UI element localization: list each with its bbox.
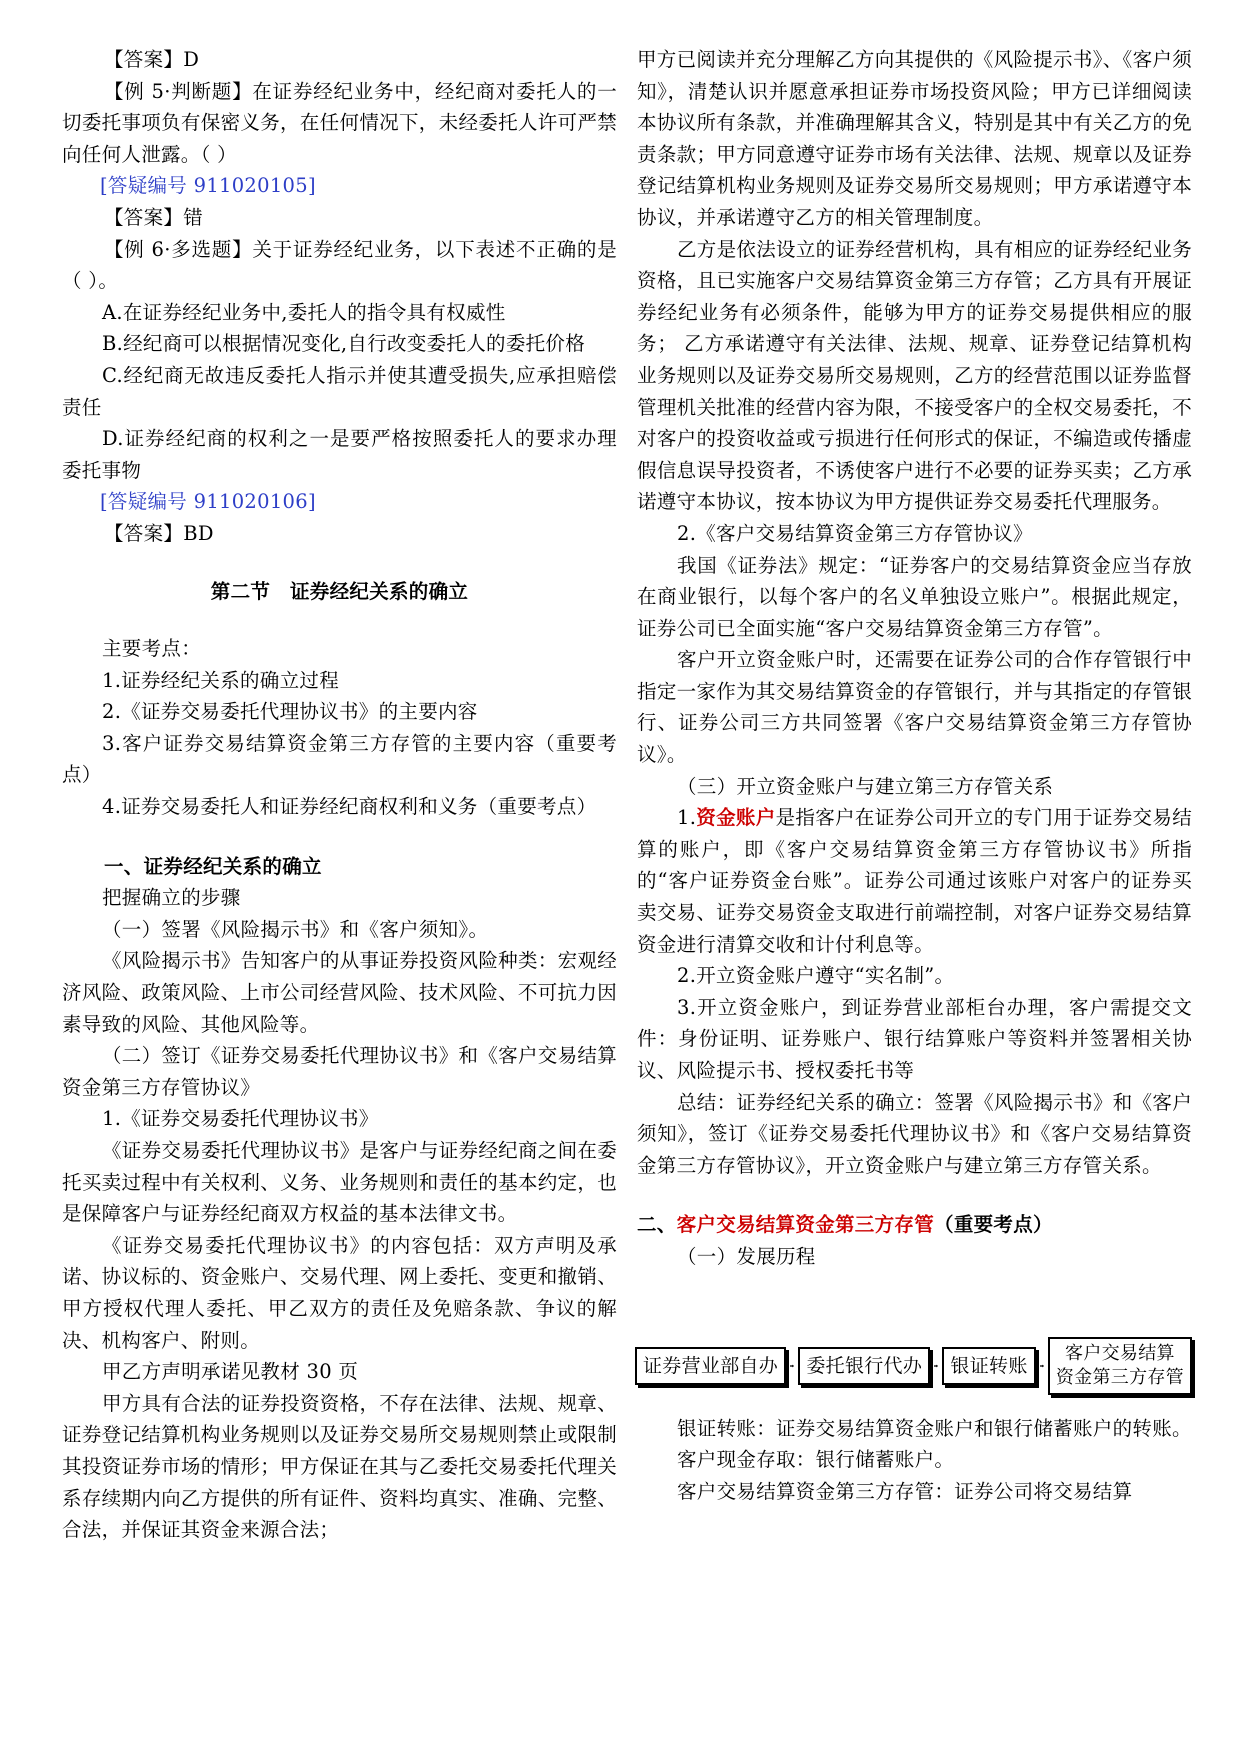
heading-two	[637, 1209, 1192, 1241]
highlight-term: 资金账户	[696, 806, 776, 830]
paragraph: 我国《证券法》规定：“证券客户的交易结算资金应当存放在商业银行，以每个客户的名义单独设立账户”。根据此规定，证券公司已全面实施“客户交易结算资金第三方存管”。	[637, 553, 1192, 640]
key-point: 3.客户证券交易结算资金第三方存管的主要内容（重要考点）	[62, 731, 617, 787]
list-item: 2.开立资金账户遵守“实名制”。	[677, 964, 955, 988]
paragraph: 《证券交易委托代理协议书》的内容包括：双方声明及承诺、协议标的、资金账户、交易代理、网上委托、变更和撤销、甲方授权代理人委托、甲乙双方的责任及免赔条款、争议的解决、机构客户、附则。	[62, 1233, 617, 1352]
answer-line: 【答案】D	[104, 48, 200, 71]
paragraph	[637, 802, 1192, 960]
flow-box-bank-securities-transfer: 银证转账	[942, 1347, 1035, 1385]
option-b: B.经纪商可以根据情况变化,自行改变委托人的委托价格	[102, 332, 586, 356]
qa-number-link[interactable]: [答疑编号 911020106]	[100, 490, 316, 514]
right-column	[637, 44, 1192, 1507]
paragraph: 甲方具有合法的证券投资资格，不存在法律、法规、规章、证券登记结算机构业务规则以及证券交易所交易规则禁止或限制其投资证券市场的情形；甲方保证在其与乙委托交易委托代理关系存续期内向乙方提供的所有证件、资料均真实、准确、完整、合法，并保证其资金来源合法；	[62, 1391, 617, 1542]
key-point: 4.证券交易委托人和证券经纪商权利和义务（重要考点）	[102, 795, 597, 819]
paragraph: 客户开立资金账户时，还需要在证券公司的合作存管银行中指定一家作为其交易结算资金的存管银行，并与其指定的存管银行、证券公司三方共同签署《客户交易结算资金第三方存管协议》。	[637, 648, 1192, 767]
arrow-right-icon	[1040, 1354, 1044, 1378]
paragraph: 客户交易结算资金第三方存管：证券公司将交易结算	[677, 1479, 1133, 1503]
example-6-question: 【例 6·多选题】关于证券经纪业务，以下表述不正确的是（ ）。	[62, 237, 617, 293]
summary-paragraph: 总结：证券经纪关系的确立：签署《风险揭示书》和《客户须知》，签订《证券交易委托代理协议书》和《客户交易结算资金第三方存管协议》，开立资金账户与建立第三方存管关系。	[637, 1090, 1192, 1177]
option-c: C.经纪商无故违反委托人指示并使其遭受损失,应承担赔偿责任	[62, 363, 617, 419]
list-item: 2.《客户交易结算资金第三方存管协议》	[677, 521, 1033, 545]
arrow-right-icon	[790, 1354, 794, 1378]
answer-line: 【答案】错	[104, 205, 204, 229]
example-5-question: 【例 5·判断题】在证券经纪业务中，经纪商对委托人的一切委托事项负有保密义务，在任何情况下，未经委托人许可严禁向任何人泄露。（ ）	[62, 79, 617, 166]
option-d: D.证券经纪商的权利之一是要严格按照委托人的要求办理委托事物	[62, 427, 617, 482]
paragraph: 《风险揭示书》告知客户的从事证券投资风险种类：宏观经济风险、政策风险、上市公司经营风险、技术风险、不可抗力因素导致的风险、其他风险等。	[62, 949, 617, 1036]
arrow-right-icon	[934, 1354, 938, 1378]
flow-box-third-party-custody	[1048, 1337, 1192, 1395]
paragraph: 《证券交易委托代理协议书》是客户与证券经纪商之间在委托买卖过程中有关权利、义务、业务规则和责任的基本约定，也是保障客户与证券经纪商双方权益的基本法律文书。	[62, 1139, 617, 1226]
subheading: （三）开立资金账户与建立第三方存管关系	[677, 774, 1054, 798]
flow-box-bank-agent: 委托银行代办	[798, 1347, 930, 1385]
flow-box-line: 资金第三方存管	[1055, 1366, 1184, 1388]
answer-line: 【答案】BD	[104, 521, 214, 545]
key-point: 1.证券经纪关系的确立过程	[102, 668, 340, 692]
subheading: （一）发展历程	[677, 1244, 816, 1268]
flow-box-line: 客户交易结算	[1065, 1342, 1175, 1364]
paragraph: 乙方是依法设立的证券经营机构，具有相应的证券经纪业务资格，且已实施客户交易结算资金第三方存管；乙方具有开展证券经纪业务有必须条件，能够为甲方的证券交易提供相应的服务； 乙方承诺遵守有关法律、法规、规章、证券登记结算机构业务规则以及证券交易所交易规则，乙方的经营范围以证券监督管理机关批准的经营内容为限，不接受客户的全权交易委托，不对客户的投资收益或亏损进行任何形式的保证，不编造或传播虚假信息误导投资者，不诱使客户进行不必要的证券买卖；乙方承诺遵守本协议，按本协议为甲方提供证券交易委托代理服务。	[637, 237, 1192, 514]
definition-text: 是指客户在证券公司开立的专门用于证券交易结算的账户，即《客户交易结算资金第三方存管协议书》所指的“客户证券资金台账”。证券公司通过该账户对客户的证券买卖交易、证券交易资金支取进行前端控制，对客户证券交易结算资金进行清算交收和计付利息等。	[637, 806, 1192, 956]
paragraph: 客户现金存取：银行储蓄账户。	[677, 1448, 955, 1472]
paragraph: 银证转账：证券交易结算资金账户和银行储蓄账户的转账。	[677, 1416, 1192, 1440]
heading-number: 二、	[637, 1213, 677, 1237]
key-point: 2.《证券交易委托代理协议书》的主要内容	[102, 700, 478, 724]
heading-highlight: 客户交易结算资金第三方存管	[676, 1213, 935, 1237]
key-points-heading: 主要考点：	[102, 637, 202, 661]
paragraph: 甲方已阅读并充分理解乙方向其提供的《风险提示书》、《客户须知》，清楚认识并愿意承担证券市场投资风险；甲方已详细阅读本协议所有条款，并准确理解其含义，特别是其中有关乙方的免责条款；甲方同意遵守证券市场有关法律、法规、规章以及证券登记结算机构业务规则及证券交易所交易规则；甲方承诺遵守本协议，并承诺遵守乙方的相关管理制度。	[637, 48, 1192, 229]
subheading: （二）签订《证券交易委托代理协议书》和《客户交易结算资金第三方存管协议》	[62, 1044, 617, 1099]
section-title: 第二节 证券经纪关系的确立	[210, 579, 469, 603]
paragraph: 甲乙方声明承诺见教材 30 页	[102, 1360, 359, 1384]
heading-one: 一、证券经纪关系的确立	[104, 854, 322, 878]
qa-number-link[interactable]: [答疑编号 911020105]	[100, 174, 316, 198]
list-number: 1.	[677, 806, 697, 830]
flow-box-self-run: 证券营业部自办	[635, 1347, 786, 1385]
left-column	[62, 44, 617, 1546]
heading-note: （重要考点）	[934, 1213, 1053, 1237]
development-flow-diagram	[635, 1337, 1192, 1395]
subheading: （一）签署《风险揭示书》和《客户须知》。	[102, 917, 489, 941]
list-item: 3.开立资金账户，到证券营业部柜台办理，客户需提交文件：身份证明、证券账户、银行结算账户等资料并签署相关协议、风险提示书、授权委托书等	[637, 995, 1192, 1082]
paragraph: 把握确立的步骤	[102, 886, 241, 910]
list-item: 1.《证券交易委托代理协议书》	[102, 1107, 379, 1131]
option-a: A.在证券经纪业务中,委托人的指令具有权威性	[102, 300, 506, 324]
